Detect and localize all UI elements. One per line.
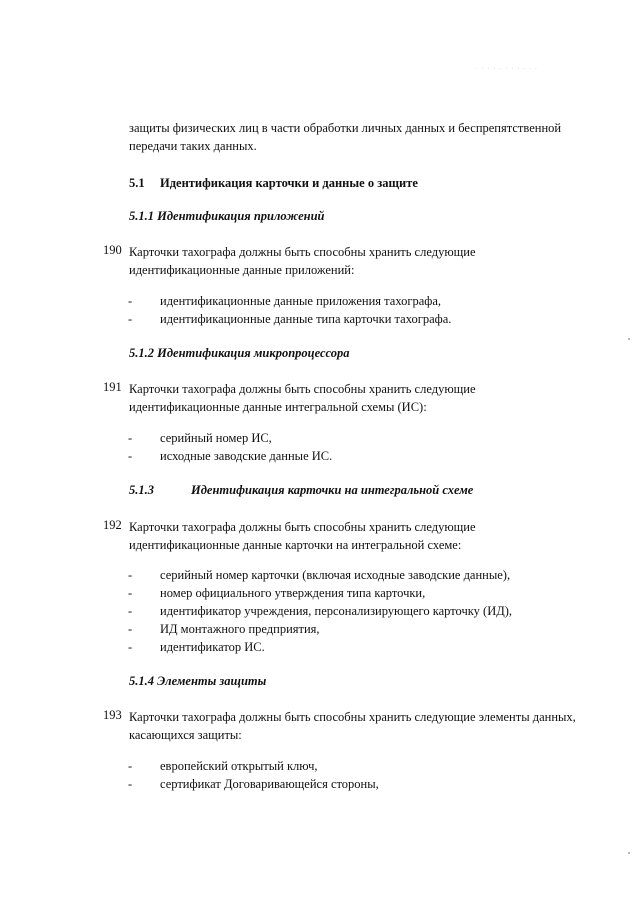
list-item: идентификационные данные приложения тахографа, <box>160 294 442 308</box>
list-item: идентификатор учреждения, персонализирующего карточку (ИД), <box>160 604 513 618</box>
paragraph-number-190: 190 <box>103 243 122 257</box>
list-bullet: - <box>128 777 133 791</box>
paragraph-number-191: 191 <box>103 380 122 394</box>
intro-line-2: передачи таких данных. <box>129 139 257 153</box>
list-item: идентификационные данные типа карточки тахографа. <box>160 312 452 326</box>
list-item: сертификат Договаривающейся стороны, <box>160 777 379 791</box>
list-bullet: - <box>128 640 133 654</box>
subsection-heading-3-title: Идентификация карточки на интегральной схеме <box>191 483 474 497</box>
paragraph-190-line-1: Карточки тахографа должны быть способны хранить следующие <box>129 245 476 259</box>
subsection-heading-1: 5.1.1 Идентификация приложений <box>129 209 325 223</box>
paragraph-193-line-1: Карточки тахографа должны быть способны хранить следующие элементы данных, <box>129 710 576 724</box>
scan-speck <box>628 852 630 854</box>
list-item: серийный номер ИС, <box>160 431 272 445</box>
list-bullet: - <box>128 586 133 600</box>
subsection-heading-3-number: 5.1.3 <box>129 483 154 497</box>
intro-line-1: защиты физических лиц в части обработки личных данных и беспрепятственной <box>129 121 562 135</box>
scan-speck <box>628 338 630 340</box>
paragraph-number-192: 192 <box>103 518 122 532</box>
section-title: Идентификация карточки и данные о защите <box>160 176 418 190</box>
paragraph-191 <box>129 380 476 416</box>
paragraph-193-line-2: касающихся защиты: <box>129 728 242 742</box>
list-bullet: - <box>128 604 133 618</box>
list-item: серийный номер карточки (включая исходные заводские данные), <box>160 568 511 582</box>
list-bullet: - <box>128 568 133 582</box>
list-bullet: - <box>128 294 133 308</box>
list-bullet: - <box>128 449 133 463</box>
subsection-heading-2: 5.1.2 Идентификация микропроцессора <box>129 346 350 360</box>
subsection-heading-4: 5.1.4 Элементы защиты <box>129 674 267 688</box>
paragraph-191-line-2: идентификационные данные интегральной схемы (ИС): <box>129 400 427 414</box>
paragraph-192-line-2: идентификационные данные карточки на интегральной схеме: <box>129 538 462 552</box>
list-bullet: - <box>128 431 133 445</box>
paragraph-192-line-1: Карточки тахографа должны быть способны хранить следующие <box>129 520 476 534</box>
list-item: ИД монтажного предприятия, <box>160 622 320 636</box>
list-item: номер официального утверждения типа карточки, <box>160 586 426 600</box>
list-item: идентификатор ИС. <box>160 640 265 654</box>
paragraph-193 <box>129 708 576 744</box>
paragraph-191-line-1: Карточки тахографа должны быть способны хранить следующие <box>129 382 476 396</box>
paragraph-192 <box>129 518 476 554</box>
list-bullet: - <box>128 312 133 326</box>
paragraph-190 <box>129 243 476 279</box>
list-bullet: - <box>128 759 133 773</box>
paragraph-190-line-2: идентификационные данные приложений: <box>129 263 355 277</box>
list-item: европейский открытый ключ, <box>160 759 318 773</box>
paragraph-number-193: 193 <box>103 708 122 722</box>
section-number: 5.1 <box>129 176 145 190</box>
list-item: исходные заводские данные ИС. <box>160 449 333 463</box>
list-bullet: - <box>128 622 133 636</box>
header-reference: · · · · · · · · · · · <box>476 67 539 72</box>
